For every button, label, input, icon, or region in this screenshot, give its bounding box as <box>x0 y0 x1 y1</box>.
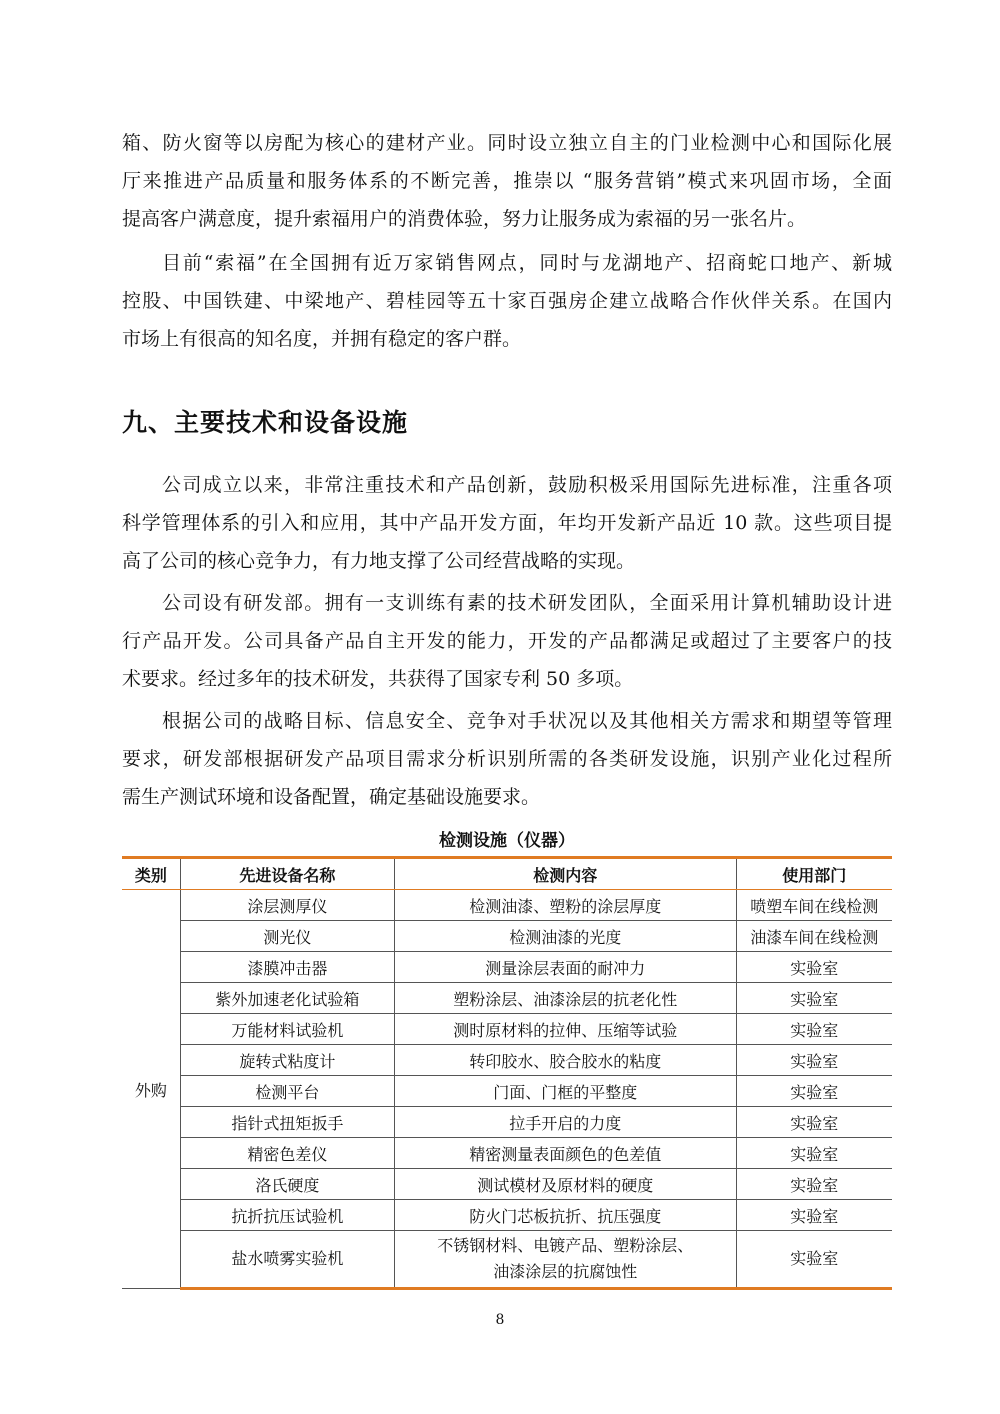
rd-paragraph <box>122 584 892 698</box>
equipment-name-cell: 指针式扭矩扳手 <box>180 1107 394 1138</box>
table-row <box>122 890 892 921</box>
department-cell: 实验室 <box>736 1138 892 1169</box>
equipment-name-cell: 漆膜冲击器 <box>180 952 394 983</box>
text-line: 要求，研发部根据研发产品项目需求分析识别所需的各类研发设施，识别产业化过程所 <box>122 748 892 770</box>
text-line: 提高客户满意度，提升索福用户的消费体验，努力让服务成为索福的另一张名片。 <box>122 208 807 230</box>
test-content-cell: 精密测量表面颜色的色差值 <box>394 1138 736 1169</box>
department-cell: 实验室 <box>736 1231 892 1289</box>
equipment-name-cell: 紫外加速老化试验箱 <box>180 983 394 1014</box>
text-line: 术要求。经过多年的技术研发，共获得了国家专利 50 多项。 <box>122 668 634 690</box>
test-content-cell: 检测油漆的光度 <box>394 921 736 952</box>
equipment-name-cell: 涂层测厚仪 <box>180 890 394 921</box>
test-content-line: 油漆涂层的抗腐蚀性 <box>493 1262 638 1281</box>
text-line: 目前“索福”在全国拥有近万家销售网点，同时与龙湖地产、招商蛇口地产、新城 <box>162 252 892 274</box>
department-cell: 实验室 <box>736 1169 892 1200</box>
table-row <box>122 1138 892 1169</box>
table-row <box>122 1045 892 1076</box>
table-row <box>122 921 892 952</box>
test-content-cell: 拉手开启的力度 <box>394 1107 736 1138</box>
text-line: 控股、中国铁建、中梁地产、碧桂园等五十家百强房企建立战略合作伙伴关系。在国内 <box>122 290 892 312</box>
test-content-cell: 防火门芯板抗折、抗压强度 <box>394 1200 736 1231</box>
text-line: 厅来推进产品质量和服务体系的不断完善，推崇以 “服务营销”模式来巩固市场，全面 <box>122 170 892 192</box>
test-content-cell: 塑粉涂层、油漆涂层的抗老化性 <box>394 983 736 1014</box>
header-equipment-name: 先进设备名称 <box>180 858 394 890</box>
equipment-name-cell: 测光仪 <box>180 921 394 952</box>
table-row <box>122 1169 892 1200</box>
equipment-name-cell: 抗折抗压试验机 <box>180 1200 394 1231</box>
table-row <box>122 1231 892 1289</box>
equipment-name-cell: 万能材料试验机 <box>180 1014 394 1045</box>
department-cell: 实验室 <box>736 1200 892 1231</box>
table-row <box>122 1107 892 1138</box>
table-row <box>122 952 892 983</box>
department-cell: 油漆车间在线检测 <box>736 921 892 952</box>
department-cell: 喷塑车间在线检测 <box>736 890 892 921</box>
header-department: 使用部门 <box>736 858 892 890</box>
table-row <box>122 983 892 1014</box>
text-line: 高了公司的核心竞争力，有力地支撑了公司经营战略的实现。 <box>122 550 636 572</box>
text-line: 行产品开发。公司具备产品自主开发的能力，开发的产品都满足或超过了主要客户的技 <box>122 630 892 652</box>
header-category: 类别 <box>122 858 180 890</box>
intro-paragraph <box>122 124 892 238</box>
text-line: 公司成立以来，非常注重技术和产品创新，鼓励积极采用国际先进标准，注重各项 <box>162 474 892 496</box>
table-row <box>122 1200 892 1231</box>
test-content-cell: 转印胶水、胶合胶水的粘度 <box>394 1045 736 1076</box>
test-content-cell: 测量涂层表面的耐冲力 <box>394 952 736 983</box>
text-line: 公司设有研发部。拥有一支训练有素的技术研发团队，全面采用计算机辅助设计进 <box>162 592 892 614</box>
test-content-cell: 检测油漆、塑粉的涂层厚度 <box>394 890 736 921</box>
text-line: 箱、防火窗等以房配为核心的建材产业。同时设立独立自主的门业检测中心和国际化展 <box>122 132 892 154</box>
table-row <box>122 1076 892 1107</box>
department-cell: 实验室 <box>736 1045 892 1076</box>
equipment-name-cell: 盐水喷雾实验机 <box>180 1231 394 1289</box>
department-cell: 实验室 <box>736 1076 892 1107</box>
sales-paragraph <box>122 244 892 358</box>
text-line: 需生产测试环境和设备配置，确定基础设施要求。 <box>122 786 541 808</box>
text-line: 科学管理体系的引入和应用，其中产品开发方面，年均开发新产品近 10 款。这些项目提 <box>122 512 892 534</box>
page-number: 8 <box>495 1312 505 1328</box>
table-header-row <box>122 858 892 890</box>
section-heading: 九、主要技术和设备设施 <box>122 408 409 437</box>
equipment-name-cell: 洛氏硬度 <box>180 1169 394 1200</box>
test-content-cell <box>394 1231 736 1289</box>
equipment-name-cell: 旋转式粘度计 <box>180 1045 394 1076</box>
innovation-paragraph <box>122 466 892 580</box>
text-line: 根据公司的战略目标、信息安全、竞争对手状况以及其他相关方需求和期望等管理 <box>162 710 892 732</box>
table-row <box>122 1014 892 1045</box>
text-line: 市场上有很高的知名度，并拥有稳定的客户群。 <box>122 328 522 350</box>
department-cell: 实验室 <box>736 952 892 983</box>
test-content-cell: 测试模材及原材料的硬度 <box>394 1169 736 1200</box>
header-test-content: 检测内容 <box>394 858 736 890</box>
test-content-cell: 测时原材料的拉伸、压缩等试验 <box>394 1014 736 1045</box>
equipment-table <box>122 856 892 1290</box>
test-content-line: 不锈钢材料、电镀产品、塑粉涂层、 <box>437 1236 694 1255</box>
facilities-paragraph <box>122 702 892 816</box>
category-cell: 外购 <box>122 890 180 1289</box>
equipment-name-cell: 精密色差仪 <box>180 1138 394 1169</box>
equipment-name-cell: 检测平台 <box>180 1076 394 1107</box>
table-caption: 检测设施（仪器） <box>439 831 575 851</box>
test-content-cell: 门面、门框的平整度 <box>394 1076 736 1107</box>
department-cell: 实验室 <box>736 1107 892 1138</box>
department-cell: 实验室 <box>736 983 892 1014</box>
department-cell: 实验室 <box>736 1014 892 1045</box>
